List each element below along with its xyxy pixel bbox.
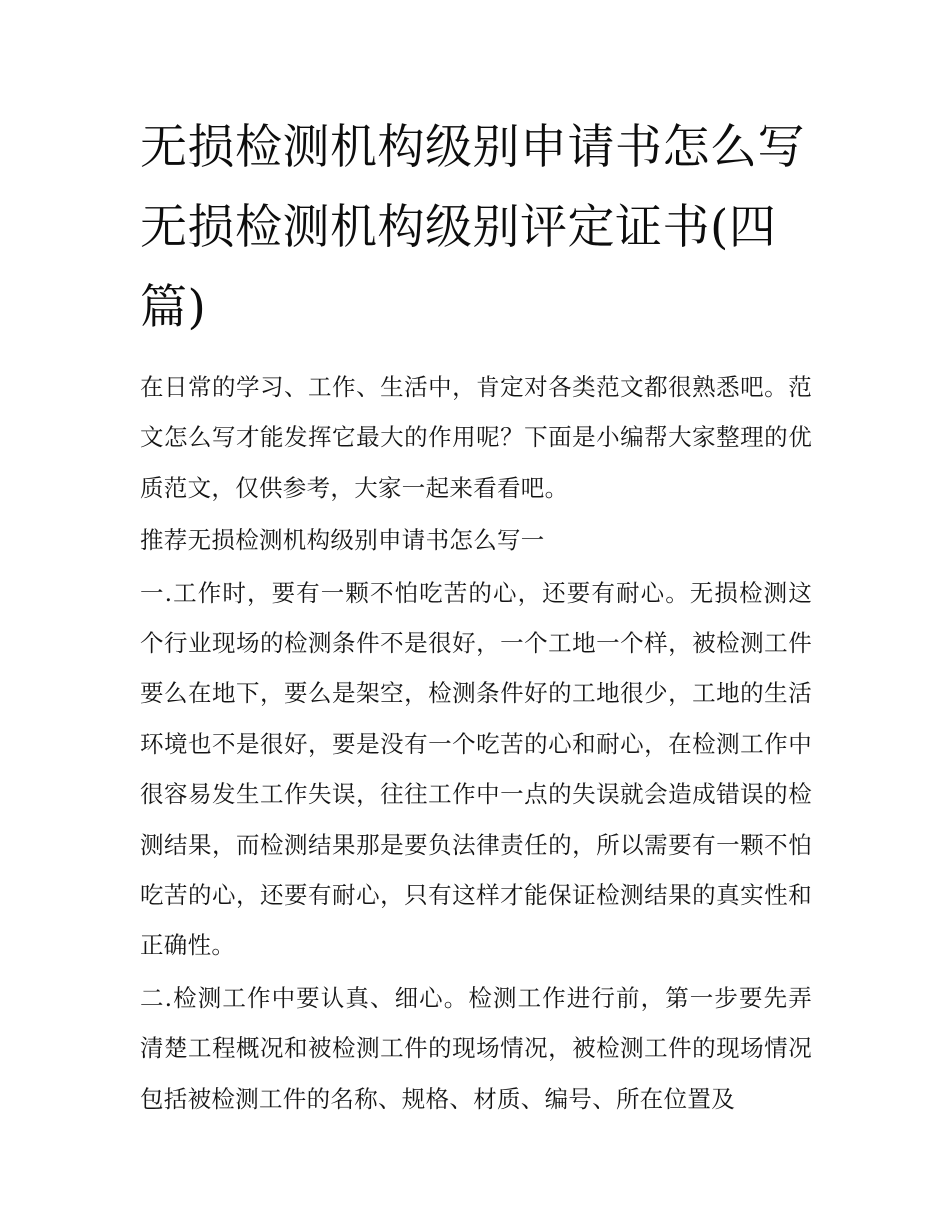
- body-paragraph-one: 一.工作时，要有一颗不怕吃苦的心，还要有耐心。无损检测这个行业现场的检测条件不是很好，一个工地一个样，被检测工件要么在地下，要么是架空，检测条件好的工地很少，工地的生活环境也不是很好，要是没有一个吃苦的心和耐心，在检测工作中很容易发生工作失误，往往工作中一点的失误就会造成错误的检测结果，而检测结果那是要负法律责任的，所以需要有一颗不怕吃苦的心，还要有耐心，只有这样才能保证检测结果的真实性和正确性。: [140, 578, 812, 960]
- document-content: [140, 108, 812, 1126]
- document-title: 无损检测机构级别申请书怎么写 无损检测机构级别评定证书(四篇): [140, 120, 805, 335]
- body-paragraph-two: 二.检测工作中要认真、细心。检测工作进行前，第一步要先弄清楚工程概况和被检测工件的现场情况，被检测工件的现场情况包括被检测工件的名称、规格、材质、编号、所在位置及: [140, 983, 812, 1113]
- document-body: [140, 362, 812, 1124]
- section-heading: 推荐无损检测机构级别申请书怎么写一: [140, 526, 545, 555]
- intro-paragraph: 在日常的学习、工作、生活中，肯定对各类范文都很熟悉吧。范文怎么写才能发挥它最大的作用呢？下面是小编帮大家整理的优质范文，仅供参考，大家一起来看看吧。: [140, 373, 812, 502]
